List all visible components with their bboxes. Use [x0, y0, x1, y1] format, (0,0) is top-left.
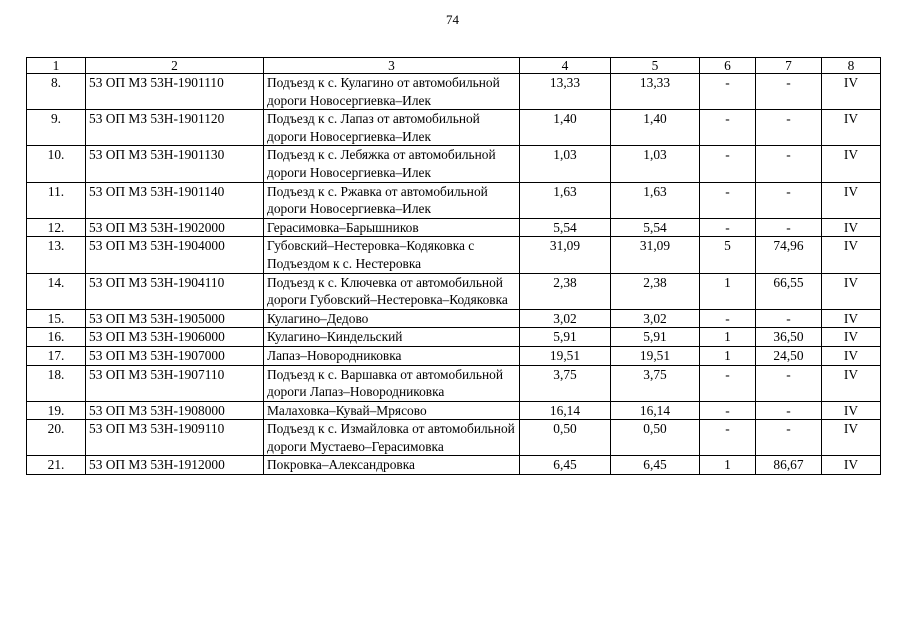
length-value: 1,40 — [520, 110, 611, 146]
road-code: 53 ОП МЗ 53Н-1901120 — [86, 110, 264, 146]
length-value: 5,91 — [520, 328, 611, 347]
road-name: Кулагино–Киндельский — [264, 328, 520, 347]
road-name: Подъезд к с. Ключевка от автомобильной дороги Губовский–Нестеровка–Кодяковка — [264, 273, 520, 309]
road-category: IV — [822, 182, 881, 218]
road-name: Подъезд к с. Лапаз от автомобильной дороги Новосергиевка–Илек — [264, 110, 520, 146]
table-row — [27, 273, 881, 309]
road-name: Кулагино–Дедово — [264, 309, 520, 328]
column-header: 2 — [86, 58, 264, 74]
row-number: 14. — [27, 273, 86, 309]
road-code: 53 ОП МЗ 53Н-1909110 — [86, 420, 264, 456]
roads-table — [26, 57, 881, 475]
column-7-value: - — [756, 365, 822, 401]
column-7-value: 66,55 — [756, 273, 822, 309]
column-6-value: - — [700, 420, 756, 456]
length-value: 3,02 — [520, 309, 611, 328]
row-number: 21. — [27, 456, 86, 475]
road-code: 53 ОП МЗ 53Н-1907000 — [86, 346, 264, 365]
column-6-value: - — [700, 146, 756, 182]
column-7-value: - — [756, 146, 822, 182]
column-header: 1 — [27, 58, 86, 74]
column-6-value: - — [700, 401, 756, 420]
road-category: IV — [822, 110, 881, 146]
length-value: 1,63 — [520, 182, 611, 218]
column-6-value: 5 — [700, 237, 756, 273]
road-name: Покровка–Александровка — [264, 456, 520, 475]
column-7-value: 86,67 — [756, 456, 822, 475]
row-number: 8. — [27, 74, 86, 110]
road-code: 53 ОП МЗ 53Н-1907110 — [86, 365, 264, 401]
column-7-value: - — [756, 420, 822, 456]
table-row — [27, 182, 881, 218]
length-value-2: 13,33 — [611, 74, 700, 110]
column-6-value: - — [700, 182, 756, 218]
column-6-value: 1 — [700, 273, 756, 309]
length-value: 0,50 — [520, 420, 611, 456]
length-value-2: 3,75 — [611, 365, 700, 401]
road-name: Подъезд к с. Ржавка от автомобильной дороги Новосергиевка–Илек — [264, 182, 520, 218]
row-number: 11. — [27, 182, 86, 218]
length-value: 6,45 — [520, 456, 611, 475]
length-value: 5,54 — [520, 218, 611, 237]
column-header: 5 — [611, 58, 700, 74]
road-category: IV — [822, 237, 881, 273]
column-6-value: 1 — [700, 346, 756, 365]
road-category: IV — [822, 309, 881, 328]
column-7-value: - — [756, 218, 822, 237]
road-name: Подъезд к с. Варшавка от автомобильной дороги Лапаз–Новородниковка — [264, 365, 520, 401]
road-name: Подъезд к с. Лебяжка от автомобильной дороги Новосергиевка–Илек — [264, 146, 520, 182]
table-row — [27, 420, 881, 456]
road-name: Губовский–Нестеровка–Кодяковка с Подъездом к с. Нестеровка — [264, 237, 520, 273]
road-name: Подъезд к с. Кулагино от автомобильной дороги Новосергиевка–Илек — [264, 74, 520, 110]
length-value-2: 3,02 — [611, 309, 700, 328]
row-number: 19. — [27, 401, 86, 420]
length-value: 2,38 — [520, 273, 611, 309]
column-7-value: 24,50 — [756, 346, 822, 365]
road-name: Подъезд к с. Измайловка от автомобильной дороги Мустаево–Герасимовка — [264, 420, 520, 456]
road-category: IV — [822, 273, 881, 309]
road-name: Герасимовка–Барышников — [264, 218, 520, 237]
road-code: 53 ОП МЗ 53Н-1901130 — [86, 146, 264, 182]
road-name: Лапаз–Новородниковка — [264, 346, 520, 365]
length-value: 16,14 — [520, 401, 611, 420]
road-category: IV — [822, 218, 881, 237]
road-category: IV — [822, 146, 881, 182]
road-code: 53 ОП МЗ 53Н-1901140 — [86, 182, 264, 218]
column-6-value: - — [700, 218, 756, 237]
row-number: 9. — [27, 110, 86, 146]
road-name: Малаховка–Кувай–Мрясово — [264, 401, 520, 420]
road-category: IV — [822, 420, 881, 456]
column-7-value: 36,50 — [756, 328, 822, 347]
table-row — [27, 74, 881, 110]
table-row — [27, 218, 881, 237]
column-6-value: - — [700, 365, 756, 401]
table-row — [27, 146, 881, 182]
column-header: 6 — [700, 58, 756, 74]
row-number: 13. — [27, 237, 86, 273]
road-category: IV — [822, 365, 881, 401]
length-value-2: 5,91 — [611, 328, 700, 347]
length-value-2: 0,50 — [611, 420, 700, 456]
column-header: 3 — [264, 58, 520, 74]
table-row — [27, 309, 881, 328]
column-7-value: - — [756, 309, 822, 328]
road-code: 53 ОП МЗ 53Н-1901110 — [86, 74, 264, 110]
table-row — [27, 110, 881, 146]
column-6-value: 1 — [700, 328, 756, 347]
column-6-value: 1 — [700, 456, 756, 475]
length-value-2: 5,54 — [611, 218, 700, 237]
length-value: 13,33 — [520, 74, 611, 110]
length-value-2: 1,40 — [611, 110, 700, 146]
length-value: 1,03 — [520, 146, 611, 182]
road-code: 53 ОП МЗ 53Н-1912000 — [86, 456, 264, 475]
column-7-value: - — [756, 74, 822, 110]
length-value-2: 19,51 — [611, 346, 700, 365]
road-category: IV — [822, 328, 881, 347]
row-number: 16. — [27, 328, 86, 347]
road-category: IV — [822, 456, 881, 475]
road-code: 53 ОП МЗ 53Н-1908000 — [86, 401, 264, 420]
road-code: 53 ОП МЗ 53Н-1904110 — [86, 273, 264, 309]
column-7-value: - — [756, 401, 822, 420]
length-value-2: 2,38 — [611, 273, 700, 309]
column-7-value: 74,96 — [756, 237, 822, 273]
road-code: 53 ОП МЗ 53Н-1905000 — [86, 309, 264, 328]
column-6-value: - — [700, 74, 756, 110]
row-number: 20. — [27, 420, 86, 456]
row-number: 17. — [27, 346, 86, 365]
length-value: 31,09 — [520, 237, 611, 273]
length-value-2: 31,09 — [611, 237, 700, 273]
column-header: 8 — [822, 58, 881, 74]
table-row — [27, 401, 881, 420]
column-7-value: - — [756, 110, 822, 146]
road-category: IV — [822, 401, 881, 420]
length-value-2: 6,45 — [611, 456, 700, 475]
road-code: 53 ОП МЗ 53Н-1906000 — [86, 328, 264, 347]
table-row — [27, 346, 881, 365]
road-category: IV — [822, 74, 881, 110]
length-value-2: 1,03 — [611, 146, 700, 182]
row-number: 10. — [27, 146, 86, 182]
table-row — [27, 237, 881, 273]
row-number: 18. — [27, 365, 86, 401]
row-number: 12. — [27, 218, 86, 237]
page-number: 74 — [446, 12, 459, 27]
road-code: 53 ОП МЗ 53Н-1904000 — [86, 237, 264, 273]
table-row — [27, 456, 881, 475]
table-row — [27, 328, 881, 347]
road-code: 53 ОП МЗ 53Н-1902000 — [86, 218, 264, 237]
table-row — [27, 365, 881, 401]
length-value: 19,51 — [520, 346, 611, 365]
length-value-2: 1,63 — [611, 182, 700, 218]
length-value-2: 16,14 — [611, 401, 700, 420]
length-value: 3,75 — [520, 365, 611, 401]
column-7-value: - — [756, 182, 822, 218]
column-header: 7 — [756, 58, 822, 74]
road-category: IV — [822, 346, 881, 365]
column-6-value: - — [700, 110, 756, 146]
table-header-row — [27, 58, 881, 74]
row-number: 15. — [27, 309, 86, 328]
column-6-value: - — [700, 309, 756, 328]
column-header: 4 — [520, 58, 611, 74]
